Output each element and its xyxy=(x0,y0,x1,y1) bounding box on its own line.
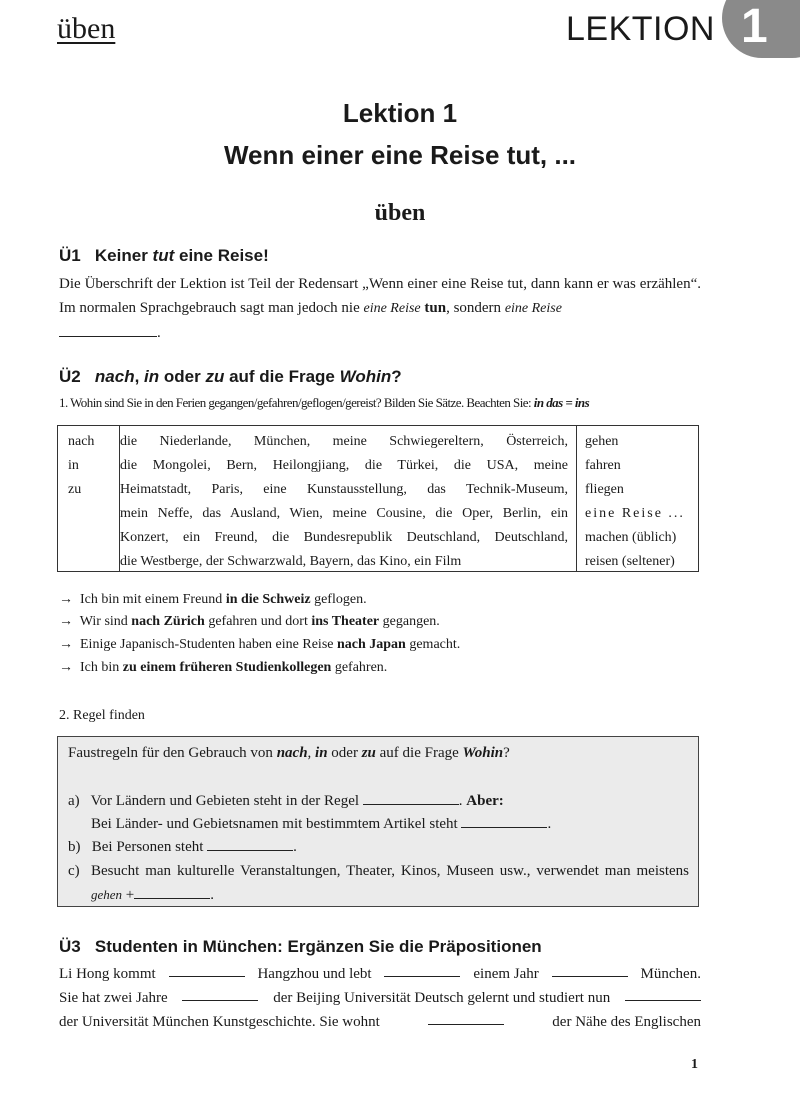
u3-heading xyxy=(59,937,542,957)
u3-line xyxy=(59,1010,701,1034)
u1-text: Die Überschrift der Lektion ist Teil der Redensart „Wenn einer eine Reise tut, dann kann er was erzählen“. Im normalen Sprachgebrauch sagt man jedoch nie xyxy=(59,276,701,316)
u1-blank[interactable] xyxy=(59,322,157,337)
destinations-column xyxy=(120,430,568,574)
table-cell: die Westberge, der Schwarzwald, Bayern, das Kino, ein Film xyxy=(120,554,462,569)
rule-text: Besucht man kulturelle Veranstaltungen, Theater, Kinos, Museen usw., verwendet man meistens xyxy=(91,863,689,879)
rule-text: auf die Frage xyxy=(375,745,463,761)
u3-text: Li Hong kommt xyxy=(59,966,156,982)
example-line xyxy=(59,589,367,611)
lektion-number: 1 xyxy=(741,0,768,53)
example-bold: nach Zürich xyxy=(131,614,205,629)
u1-paragraph xyxy=(59,272,701,345)
example-line xyxy=(59,611,440,633)
u2-instruction xyxy=(59,395,589,411)
u2-h-sep: , xyxy=(134,367,145,386)
rule-text: + xyxy=(122,887,135,903)
u1-bold: tun xyxy=(424,300,447,316)
u2-h-nach: nach xyxy=(94,367,135,386)
rule-text: ? xyxy=(503,745,510,761)
u3-heading-text: Studenten in München: Ergänzen Sie die Präpositionen xyxy=(94,937,542,956)
u3-blank[interactable] xyxy=(428,1010,504,1025)
u2-number: Ü2 xyxy=(59,367,81,386)
u2-h-q: ? xyxy=(391,367,402,386)
u2-h-oder: oder xyxy=(159,367,206,386)
table-cell: gehen xyxy=(585,434,619,449)
u3-text: Hangzhou und lebt xyxy=(257,966,372,982)
rule-label: b) xyxy=(68,839,81,855)
table-cell: die Mongolei, Bern, Heilongjiang, die Türkei, die USA, meine xyxy=(120,458,568,473)
rule-box xyxy=(57,736,699,907)
rule-text: Bei Länder- und Gebietsnamen mit bestimmtem Artikel steht xyxy=(91,816,462,832)
section-label: üben xyxy=(57,12,116,45)
rule-text: Vor Ländern und Gebieten steht in der Regel xyxy=(90,793,363,809)
page-number: 1 xyxy=(691,1057,698,1072)
rule-b-blank[interactable] xyxy=(207,836,293,851)
u2-instruction-text: 1. Wohin sind Sie in den Ferien gegangen/gefahren/geflogen/gereist? Bilden Sie Sätze. Beachten Sie: xyxy=(59,395,534,410)
table-cell: nach xyxy=(68,434,95,449)
lektion-label: LEKTION xyxy=(566,10,715,48)
arrow-icon: → xyxy=(59,592,73,607)
verbs-column xyxy=(585,430,685,574)
u1-em2: eine Reise xyxy=(504,301,562,316)
u1-number: Ü1 xyxy=(59,246,81,265)
table-cell: die Niederlande, München, meine Schwiegereltern, Österreich, xyxy=(120,434,568,449)
example-bold: ins Theater xyxy=(311,614,380,629)
rule-em: zu xyxy=(361,745,376,761)
table-cell: machen (üblich) xyxy=(585,530,677,545)
example-line xyxy=(59,657,387,679)
rule-label: a) xyxy=(68,793,80,809)
u1-heading xyxy=(59,246,269,266)
rule-a: a) Vor Ländern und Gebieten steht in der Regel . Aber: xyxy=(68,789,688,813)
lesson-title: Lektion 1 xyxy=(342,98,458,128)
u2-h-wohin: Wohin xyxy=(339,367,392,386)
u1-heading-text: Keiner xyxy=(94,246,153,265)
table-cell: mein Neffe, das Ausland, Wien, meine Cousine, die Oper, Berlin, ein xyxy=(120,506,568,521)
rule-c: c) Besucht man kulturelle Veranstaltungen, Theater, Kinos, Museen usw., verwendet man meistens gehen + . xyxy=(91,859,689,907)
section-title: üben xyxy=(374,200,426,226)
table-cell: in xyxy=(68,458,79,473)
rule-em: Wohin xyxy=(462,745,504,761)
table-cell: reisen (seltener) xyxy=(585,554,675,569)
table-divider xyxy=(576,426,577,571)
example-text: gemacht. xyxy=(405,637,461,652)
arrow-icon: → xyxy=(59,660,73,675)
rule-a2-blank[interactable] xyxy=(461,813,547,828)
example-text: Ich bin mit einem Freund xyxy=(80,592,226,607)
example-bold: in die Schweiz xyxy=(225,592,311,607)
example-text: gefahren und dort xyxy=(204,614,312,629)
u3-number: Ü3 xyxy=(59,937,81,956)
u2-h-zu: zu xyxy=(205,367,225,386)
table-cell: fliegen xyxy=(585,482,624,497)
example-text: Einige Japanisch-Studenten haben eine Reise xyxy=(80,637,337,652)
rule-em: nach xyxy=(276,745,308,761)
u1-em1: eine Reise xyxy=(363,301,421,316)
u3-text: München. xyxy=(640,966,701,982)
table-cell: zu xyxy=(68,482,82,497)
u1-heading-end: eine Reise! xyxy=(174,246,269,265)
lesson-subtitle: Wenn einer eine Reise tut, ... xyxy=(223,140,577,170)
table-cell: fahren xyxy=(585,458,621,473)
u3-blank[interactable] xyxy=(625,986,701,1001)
rule-text: , xyxy=(307,745,316,761)
u2-instruction-2: 2. Regel finden xyxy=(59,708,145,723)
u3-blank[interactable] xyxy=(384,962,460,977)
table-cell: Konzert, ein Freund, die Bundesrepublik Deutschland, Deutschland, xyxy=(120,530,568,545)
u2-heading xyxy=(59,367,402,387)
example-text: gefahren. xyxy=(331,660,388,675)
rule-em: in xyxy=(315,745,328,761)
example-line xyxy=(59,634,460,656)
u3-line xyxy=(59,962,701,986)
rule-label: c) xyxy=(68,863,80,879)
arrow-icon: → xyxy=(59,637,73,652)
example-text: Wir sind xyxy=(79,614,132,629)
prepositions-column xyxy=(68,430,94,502)
u1-heading-em: tut xyxy=(152,246,175,265)
u3-text: der Nähe des Englischen xyxy=(552,1014,701,1030)
u3-text: Sie hat zwei Jahre xyxy=(59,990,168,1006)
word-table xyxy=(57,425,699,572)
table-cell: eine Reise ... xyxy=(585,506,685,521)
rule-bold: Aber: xyxy=(466,793,504,809)
u2-h-in: in xyxy=(144,367,160,386)
rule-text: oder xyxy=(327,745,362,761)
u2-h-post: auf die Frage xyxy=(224,367,340,386)
rule-text: Faustregeln für den Gebrauch von xyxy=(68,745,277,761)
example-text: geflogen. xyxy=(310,592,367,607)
u3-blank[interactable] xyxy=(182,986,258,1001)
rule-c-blank[interactable] xyxy=(134,884,210,899)
rule-em: gehen xyxy=(91,887,123,902)
u3-blank[interactable] xyxy=(552,962,628,977)
u1-text2: , sondern xyxy=(446,300,505,316)
u3-blank[interactable] xyxy=(169,962,245,977)
u1-end: . xyxy=(157,325,161,341)
example-text: gegangen. xyxy=(379,614,440,629)
example-bold: zu einem früheren Studienkollegen xyxy=(122,660,332,675)
u3-line xyxy=(59,986,701,1010)
table-cell: Heimatstadt, Paris, eine Kunstausstellung, das Technik-Museum, xyxy=(120,482,568,497)
rule-a2: Bei Länder- und Gebietsnamen mit bestimmtem Artikel steht . xyxy=(91,812,711,836)
arrow-icon: → xyxy=(59,614,73,629)
u3-text: der Universität München Kunstgeschichte. Sie wohnt xyxy=(59,1014,380,1030)
u2-instruction-rule: in das = ins xyxy=(533,395,590,410)
u3-text: der Beijing Universität Deutsch gelernt und studiert nun xyxy=(273,990,611,1006)
u3-text: einem Jahr xyxy=(473,966,539,982)
example-bold: nach Japan xyxy=(336,637,406,652)
rule-text: Bei Personen steht xyxy=(91,839,208,855)
rule-a-blank[interactable] xyxy=(363,790,459,805)
example-text: Ich bin xyxy=(80,660,123,675)
rule-b: b) Bei Personen steht . xyxy=(68,835,688,859)
rule-intro xyxy=(68,741,688,765)
